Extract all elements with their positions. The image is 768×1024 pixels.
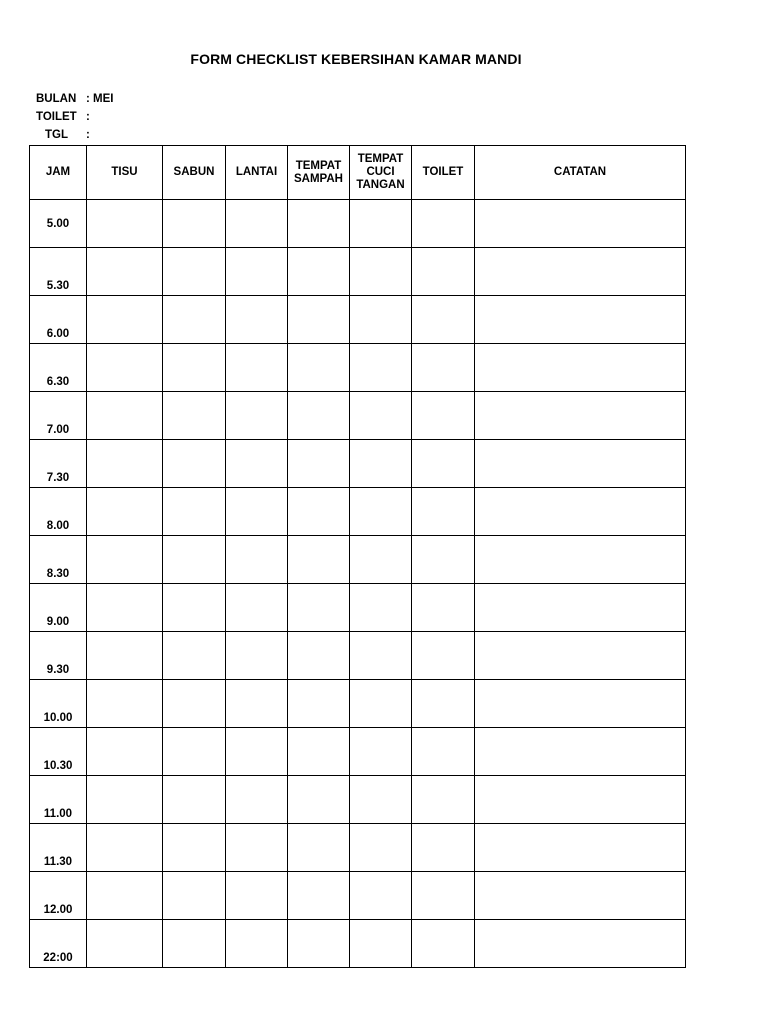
tisu-cell[interactable] <box>87 584 163 632</box>
jam-cell: 5.00 <box>30 200 87 248</box>
jam-cell: 11.30 <box>30 824 87 872</box>
header-tisu: TISU <box>87 146 163 200</box>
lantai-cell[interactable] <box>226 824 288 872</box>
tempat-cuci-tangan-cell[interactable] <box>350 584 412 632</box>
catatan-cell[interactable] <box>475 920 686 968</box>
header-row <box>30 146 686 200</box>
meta-toilet-row <box>36 108 113 126</box>
jam-cell: 6.30 <box>30 344 87 392</box>
tisu-cell[interactable] <box>87 392 163 440</box>
header-tempat-cuci-line1: TEMPAT <box>357 153 404 165</box>
sabun-cell[interactable] <box>163 632 226 680</box>
jam-cell: 10.00 <box>30 680 87 728</box>
tempat-cuci-tangan-cell[interactable] <box>350 632 412 680</box>
header-sabun: SABUN <box>163 146 226 200</box>
header-jam: JAM <box>30 146 87 200</box>
checklist-table <box>29 145 686 968</box>
table-row <box>30 200 686 248</box>
jam-cell: 8.30 <box>30 536 87 584</box>
toilet-cell[interactable] <box>412 200 475 248</box>
header-catatan: CATATAN <box>475 146 686 200</box>
toilet-cell[interactable] <box>412 248 475 296</box>
header-tempat-cuci-line2: CUCI <box>366 166 395 178</box>
jam-cell: 11.00 <box>30 776 87 824</box>
lantai-cell[interactable] <box>226 296 288 344</box>
tgl-value: : <box>86 129 90 141</box>
table-row <box>30 824 686 872</box>
catatan-cell[interactable] <box>475 728 686 776</box>
lantai-cell[interactable] <box>226 344 288 392</box>
sabun-cell[interactable] <box>163 776 226 824</box>
tempat-cuci-tangan-cell[interactable] <box>350 248 412 296</box>
toilet-cell[interactable] <box>412 536 475 584</box>
table-row <box>30 536 686 584</box>
toilet-cell[interactable] <box>412 920 475 968</box>
tisu-cell[interactable] <box>87 776 163 824</box>
lantai-cell[interactable] <box>226 488 288 536</box>
sabun-cell[interactable] <box>163 824 226 872</box>
form-title: FORM CHECKLIST KEBERSIHAN KAMAR MANDI <box>190 51 522 67</box>
tempat-sampah-cell[interactable] <box>288 824 350 872</box>
toilet-cell[interactable] <box>412 680 475 728</box>
tisu-cell[interactable] <box>87 728 163 776</box>
jam-cell: 10.30 <box>30 728 87 776</box>
table-row <box>30 248 686 296</box>
tempat-cuci-tangan-cell[interactable] <box>350 728 412 776</box>
tempat-sampah-cell[interactable] <box>288 632 350 680</box>
jam-cell: 9.00 <box>30 584 87 632</box>
toilet-cell[interactable] <box>412 728 475 776</box>
header-tempat-sampah-line2: SAMPAH <box>294 172 343 185</box>
catatan-cell[interactable] <box>475 440 686 488</box>
tempat-cuci-tangan-cell[interactable] <box>350 440 412 488</box>
jam-cell: 7.30 <box>30 440 87 488</box>
table-row <box>30 344 686 392</box>
tisu-cell[interactable] <box>87 200 163 248</box>
tempat-sampah-cell[interactable] <box>288 440 350 488</box>
table-row <box>30 584 686 632</box>
sabun-cell[interactable] <box>163 200 226 248</box>
sabun-cell[interactable] <box>163 680 226 728</box>
tempat-cuci-tangan-cell[interactable] <box>350 392 412 440</box>
table-row <box>30 296 686 344</box>
jam-cell: 5.30 <box>30 248 87 296</box>
toilet-value: : <box>86 111 90 123</box>
tempat-sampah-cell[interactable] <box>288 392 350 440</box>
sabun-cell[interactable] <box>163 296 226 344</box>
meta-tgl-row <box>36 126 113 144</box>
tisu-cell[interactable] <box>87 632 163 680</box>
sabun-cell[interactable] <box>163 344 226 392</box>
tisu-cell[interactable] <box>87 872 163 920</box>
toilet-cell[interactable] <box>412 632 475 680</box>
tempat-sampah-cell[interactable] <box>288 296 350 344</box>
tempat-cuci-tangan-cell[interactable] <box>350 872 412 920</box>
table-row <box>30 872 686 920</box>
header-tempat-cuci-tangan <box>350 146 412 200</box>
bulan-value: : MEI <box>86 93 114 105</box>
sabun-cell[interactable] <box>163 584 226 632</box>
catatan-cell[interactable] <box>475 776 686 824</box>
jam-cell: 12.00 <box>30 872 87 920</box>
jam-cell: 8.00 <box>30 488 87 536</box>
tisu-cell[interactable] <box>87 536 163 584</box>
catatan-cell[interactable] <box>475 488 686 536</box>
tempat-sampah-cell[interactable] <box>288 344 350 392</box>
lantai-cell[interactable] <box>226 392 288 440</box>
catatan-cell[interactable] <box>475 200 686 248</box>
tempat-sampah-cell[interactable] <box>288 536 350 584</box>
table-row <box>30 440 686 488</box>
header-tempat-sampah <box>288 146 350 200</box>
sabun-cell[interactable] <box>163 872 226 920</box>
catatan-cell[interactable] <box>475 392 686 440</box>
tisu-cell[interactable] <box>87 488 163 536</box>
lantai-cell[interactable] <box>226 872 288 920</box>
catatan-cell[interactable] <box>475 680 686 728</box>
tgl-label: TGL <box>45 129 68 141</box>
tempat-sampah-cell[interactable] <box>288 728 350 776</box>
sabun-cell[interactable] <box>163 536 226 584</box>
sabun-cell[interactable] <box>163 728 226 776</box>
catatan-cell[interactable] <box>475 872 686 920</box>
toilet-cell[interactable] <box>412 872 475 920</box>
bulan-label: BULAN <box>36 93 77 105</box>
tempat-cuci-tangan-cell[interactable] <box>350 536 412 584</box>
tisu-cell[interactable] <box>87 920 163 968</box>
tempat-cuci-tangan-cell[interactable] <box>350 344 412 392</box>
header-lantai: LANTAI <box>226 146 288 200</box>
tempat-sampah-cell[interactable] <box>288 680 350 728</box>
lantai-cell[interactable] <box>226 680 288 728</box>
tisu-cell[interactable] <box>87 824 163 872</box>
jam-cell: 9.30 <box>30 632 87 680</box>
table-body <box>30 200 686 968</box>
toilet-cell[interactable] <box>412 776 475 824</box>
table-row <box>30 728 686 776</box>
header-toilet: TOILET <box>412 146 475 200</box>
table-row <box>30 392 686 440</box>
catatan-cell[interactable] <box>475 296 686 344</box>
toilet-cell[interactable] <box>412 344 475 392</box>
catatan-cell[interactable] <box>475 824 686 872</box>
lantai-cell[interactable] <box>226 920 288 968</box>
tempat-sampah-cell[interactable] <box>288 872 350 920</box>
sabun-cell[interactable] <box>163 392 226 440</box>
tisu-cell[interactable] <box>87 680 163 728</box>
tempat-cuci-tangan-cell[interactable] <box>350 296 412 344</box>
table-row <box>30 632 686 680</box>
lantai-cell[interactable] <box>226 200 288 248</box>
jam-cell: 6.00 <box>30 296 87 344</box>
catatan-cell[interactable] <box>475 344 686 392</box>
toilet-cell[interactable] <box>412 392 475 440</box>
catatan-cell[interactable] <box>475 248 686 296</box>
lantai-cell[interactable] <box>226 776 288 824</box>
sabun-cell[interactable] <box>163 248 226 296</box>
meta-bulan-row <box>36 90 113 108</box>
jam-cell: 22:00 <box>30 920 87 968</box>
table-row <box>30 920 686 968</box>
lantai-cell[interactable] <box>226 728 288 776</box>
header-tempat-cuci-line3: TANGAN <box>356 179 405 191</box>
tisu-cell[interactable] <box>87 296 163 344</box>
tisu-cell[interactable] <box>87 440 163 488</box>
sabun-cell[interactable] <box>163 920 226 968</box>
table-row <box>30 680 686 728</box>
lantai-cell[interactable] <box>226 248 288 296</box>
tempat-sampah-cell[interactable] <box>288 584 350 632</box>
tempat-cuci-tangan-cell[interactable] <box>350 200 412 248</box>
header-tempat-sampah-line1: TEMPAT <box>295 159 342 172</box>
catatan-cell[interactable] <box>475 632 686 680</box>
toilet-cell[interactable] <box>412 584 475 632</box>
toilet-cell[interactable] <box>412 440 475 488</box>
catatan-cell[interactable] <box>475 584 686 632</box>
tempat-sampah-cell[interactable] <box>288 920 350 968</box>
tempat-cuci-tangan-cell[interactable] <box>350 920 412 968</box>
lantai-cell[interactable] <box>226 584 288 632</box>
tempat-sampah-cell[interactable] <box>288 248 350 296</box>
catatan-cell[interactable] <box>475 536 686 584</box>
tisu-cell[interactable] <box>87 344 163 392</box>
jam-cell: 7.00 <box>30 392 87 440</box>
tempat-cuci-tangan-cell[interactable] <box>350 776 412 824</box>
toilet-label: TOILET <box>36 111 77 123</box>
lantai-cell[interactable] <box>226 632 288 680</box>
tempat-cuci-tangan-cell[interactable] <box>350 680 412 728</box>
lantai-cell[interactable] <box>226 440 288 488</box>
form-meta <box>36 90 113 144</box>
tempat-cuci-tangan-cell[interactable] <box>350 488 412 536</box>
tempat-sampah-cell[interactable] <box>288 200 350 248</box>
toilet-cell[interactable] <box>412 296 475 344</box>
sabun-cell[interactable] <box>163 440 226 488</box>
tempat-sampah-cell[interactable] <box>288 488 350 536</box>
table-row <box>30 488 686 536</box>
tempat-sampah-cell[interactable] <box>288 776 350 824</box>
toilet-cell[interactable] <box>412 824 475 872</box>
sabun-cell[interactable] <box>163 488 226 536</box>
tempat-cuci-tangan-cell[interactable] <box>350 824 412 872</box>
toilet-cell[interactable] <box>412 488 475 536</box>
table-row <box>30 776 686 824</box>
tisu-cell[interactable] <box>87 248 163 296</box>
lantai-cell[interactable] <box>226 536 288 584</box>
